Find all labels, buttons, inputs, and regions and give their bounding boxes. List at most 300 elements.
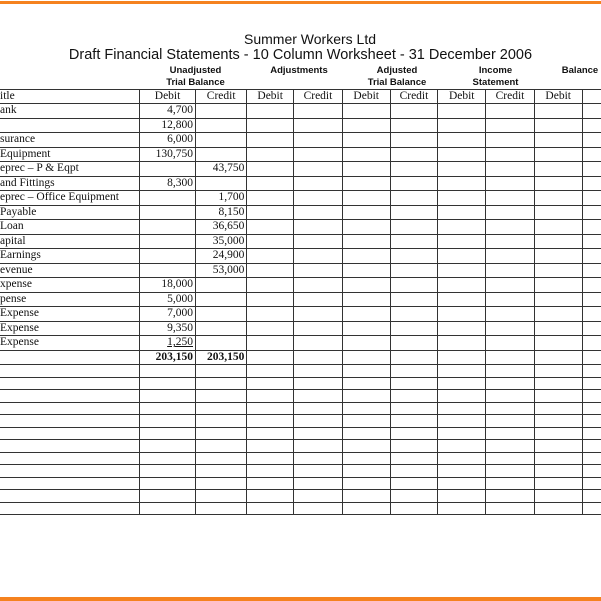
empty-cell xyxy=(582,205,601,220)
table-row xyxy=(0,118,601,133)
account-title-cell xyxy=(0,490,140,503)
credit-cell xyxy=(196,176,247,191)
account-title-cell xyxy=(0,415,140,428)
empty-cell xyxy=(342,104,390,119)
account-title-cell: xpense xyxy=(0,278,140,293)
empty-cell xyxy=(438,377,486,390)
credit-cell xyxy=(196,452,247,465)
account-title-cell xyxy=(0,390,140,403)
empty-cell xyxy=(534,415,582,428)
empty-cell xyxy=(390,390,438,403)
empty-cell xyxy=(294,415,343,428)
empty-cell xyxy=(582,377,601,390)
empty-cell xyxy=(438,191,486,206)
empty-cell xyxy=(342,321,390,336)
credit-cell xyxy=(196,147,247,162)
empty-cell xyxy=(247,118,294,133)
debit-cell: 18,000 xyxy=(140,278,196,293)
empty-cell xyxy=(342,490,390,503)
empty-cell xyxy=(342,234,390,249)
empty-cell xyxy=(486,307,535,322)
empty-cell xyxy=(390,440,438,453)
empty-cell xyxy=(486,205,535,220)
empty-cell xyxy=(438,205,486,220)
account-title-cell: eprec – Office Equipment xyxy=(0,191,140,206)
header-col: Debit xyxy=(247,90,294,104)
empty-cell xyxy=(438,427,486,440)
empty-cell xyxy=(438,336,486,351)
debit-cell: 7,000 xyxy=(140,307,196,322)
empty-cell xyxy=(486,465,535,478)
empty-cell xyxy=(342,307,390,322)
empty-cell xyxy=(534,321,582,336)
empty-cell xyxy=(247,147,294,162)
empty-cell xyxy=(438,390,486,403)
empty-cell xyxy=(582,176,601,191)
empty-cell xyxy=(247,490,294,503)
empty-cell xyxy=(486,263,535,278)
empty-cell xyxy=(294,176,343,191)
empty-cell xyxy=(390,377,438,390)
header-col: Credit xyxy=(486,90,535,104)
empty-cell xyxy=(486,350,535,365)
empty-cell xyxy=(438,350,486,365)
empty-cell xyxy=(390,336,438,351)
empty-row xyxy=(0,365,601,378)
empty-cell xyxy=(486,176,535,191)
credit-cell xyxy=(196,465,247,478)
header-col xyxy=(582,90,601,104)
empty-cell xyxy=(294,220,343,235)
credit-cell xyxy=(196,292,247,307)
empty-cell xyxy=(438,133,486,148)
empty-cell xyxy=(582,502,601,515)
group-income-statement xyxy=(446,65,545,89)
empty-cell xyxy=(390,220,438,235)
empty-cell xyxy=(390,205,438,220)
empty-cell xyxy=(342,477,390,490)
empty-cell xyxy=(247,465,294,478)
empty-cell xyxy=(438,321,486,336)
empty-cell xyxy=(438,147,486,162)
empty-cell xyxy=(390,402,438,415)
empty-cell xyxy=(582,465,601,478)
account-title-cell xyxy=(0,402,140,415)
empty-cell xyxy=(342,205,390,220)
empty-row xyxy=(0,427,601,440)
credit-cell xyxy=(196,427,247,440)
empty-cell xyxy=(582,350,601,365)
worksheet-table xyxy=(0,89,601,515)
account-title-cell: apital xyxy=(0,234,140,249)
company-name: Summer Workers Ltd xyxy=(244,31,376,47)
group-label: Trial Balance xyxy=(166,77,225,88)
empty-cell xyxy=(438,477,486,490)
empty-cell xyxy=(486,118,535,133)
empty-cell xyxy=(294,440,343,453)
header-col: Credit xyxy=(390,90,438,104)
empty-cell xyxy=(247,263,294,278)
empty-cell xyxy=(390,415,438,428)
empty-cell xyxy=(390,162,438,177)
debit-cell xyxy=(140,390,196,403)
credit-cell xyxy=(196,390,247,403)
empty-cell xyxy=(294,133,343,148)
empty-cell xyxy=(534,205,582,220)
empty-cell xyxy=(342,402,390,415)
table-row xyxy=(0,205,601,220)
account-title-cell: ank xyxy=(0,104,140,119)
empty-cell xyxy=(534,292,582,307)
empty-cell xyxy=(486,191,535,206)
empty-cell xyxy=(247,162,294,177)
empty-cell xyxy=(390,307,438,322)
empty-row xyxy=(0,390,601,403)
empty-cell xyxy=(486,427,535,440)
worksheet-title: Draft Financial Statements - 10 Column Worksheet - 31 December 2006 xyxy=(68,47,533,63)
empty-cell xyxy=(486,490,535,503)
debit-cell: 6,000 xyxy=(140,133,196,148)
credit-cell: 53,000 xyxy=(196,263,247,278)
empty-cell xyxy=(247,220,294,235)
empty-cell xyxy=(294,162,343,177)
header-row xyxy=(0,90,601,104)
debit-cell xyxy=(140,191,196,206)
empty-cell xyxy=(534,307,582,322)
empty-cell xyxy=(438,490,486,503)
debit-cell: 4,700 xyxy=(140,104,196,119)
empty-cell xyxy=(294,278,343,293)
empty-row xyxy=(0,477,601,490)
empty-cell xyxy=(582,104,601,119)
empty-cell xyxy=(390,365,438,378)
empty-cell xyxy=(390,191,438,206)
empty-cell xyxy=(342,292,390,307)
empty-cell xyxy=(486,292,535,307)
credit-cell: 8,150 xyxy=(196,205,247,220)
empty-cell xyxy=(438,415,486,428)
empty-cell xyxy=(294,292,343,307)
empty-cell xyxy=(582,440,601,453)
empty-cell xyxy=(390,477,438,490)
empty-cell xyxy=(390,263,438,278)
empty-cell xyxy=(247,365,294,378)
credit-cell xyxy=(196,377,247,390)
empty-cell xyxy=(582,336,601,351)
table-row xyxy=(0,104,601,119)
header-col: Credit xyxy=(196,90,247,104)
empty-cell xyxy=(534,490,582,503)
credit-cell: 1,700 xyxy=(196,191,247,206)
debit-cell: 8,300 xyxy=(140,176,196,191)
empty-cell xyxy=(486,234,535,249)
credit-cell xyxy=(196,415,247,428)
empty-cell xyxy=(486,104,535,119)
account-title-cell xyxy=(0,350,140,365)
empty-cell xyxy=(534,191,582,206)
empty-cell xyxy=(534,390,582,403)
table-row xyxy=(0,307,601,322)
empty-cell xyxy=(438,402,486,415)
empty-cell xyxy=(582,147,601,162)
account-title-cell xyxy=(0,377,140,390)
empty-cell xyxy=(390,452,438,465)
empty-cell xyxy=(390,176,438,191)
empty-cell xyxy=(582,191,601,206)
empty-cell xyxy=(534,278,582,293)
group-adjusted-tb xyxy=(348,65,446,89)
empty-cell xyxy=(390,133,438,148)
header-col: Debit xyxy=(534,90,582,104)
empty-cell xyxy=(582,390,601,403)
empty-cell xyxy=(534,263,582,278)
empty-cell xyxy=(534,365,582,378)
empty-cell xyxy=(582,234,601,249)
account-title-cell: Payable xyxy=(0,205,140,220)
empty-cell xyxy=(390,292,438,307)
empty-cell xyxy=(390,249,438,264)
empty-cell xyxy=(534,234,582,249)
credit-cell: 36,650 xyxy=(196,220,247,235)
empty-cell xyxy=(534,249,582,264)
empty-cell xyxy=(294,263,343,278)
header-col: Credit xyxy=(294,90,343,104)
empty-cell xyxy=(390,234,438,249)
account-title-cell: Earnings xyxy=(0,249,140,264)
debit-cell xyxy=(140,502,196,515)
empty-cell xyxy=(486,133,535,148)
account-title-cell: eprec – P & Eqpt xyxy=(0,162,140,177)
empty-cell xyxy=(294,191,343,206)
header-col: Debit xyxy=(140,90,196,104)
empty-row xyxy=(0,415,601,428)
debit-cell: 9,350 xyxy=(140,321,196,336)
empty-cell xyxy=(247,292,294,307)
empty-cell xyxy=(438,365,486,378)
credit-cell xyxy=(196,336,247,351)
debit-cell xyxy=(140,465,196,478)
debit-cell xyxy=(140,234,196,249)
debit-cell xyxy=(140,263,196,278)
credit-cell xyxy=(196,477,247,490)
empty-cell xyxy=(438,220,486,235)
empty-cell xyxy=(294,205,343,220)
empty-cell xyxy=(390,321,438,336)
empty-cell xyxy=(438,307,486,322)
empty-cell xyxy=(294,377,343,390)
credit-cell xyxy=(196,104,247,119)
credit-cell xyxy=(196,440,247,453)
table-row xyxy=(0,234,601,249)
empty-cell xyxy=(582,415,601,428)
empty-cell xyxy=(534,502,582,515)
empty-cell xyxy=(294,147,343,162)
empty-cell xyxy=(390,427,438,440)
empty-row xyxy=(0,465,601,478)
credit-cell xyxy=(196,307,247,322)
group-unadjusted-tb xyxy=(141,65,250,89)
group-label: Balance xyxy=(561,65,599,76)
empty-cell xyxy=(247,176,294,191)
debit-cell: 203,150 xyxy=(140,350,196,365)
empty-row xyxy=(0,377,601,390)
empty-cell xyxy=(534,104,582,119)
empty-cell xyxy=(534,133,582,148)
empty-cell xyxy=(534,220,582,235)
empty-cell xyxy=(486,321,535,336)
empty-cell xyxy=(342,263,390,278)
empty-cell xyxy=(247,440,294,453)
empty-cell xyxy=(342,220,390,235)
empty-cell xyxy=(486,415,535,428)
debit-cell xyxy=(140,365,196,378)
debit-cell: 1,250 xyxy=(140,336,196,351)
table-row xyxy=(0,278,601,293)
empty-cell xyxy=(247,477,294,490)
empty-cell xyxy=(390,278,438,293)
empty-cell xyxy=(342,377,390,390)
empty-cell xyxy=(486,377,535,390)
empty-cell xyxy=(534,465,582,478)
header-col: Debit xyxy=(342,90,390,104)
empty-cell xyxy=(247,402,294,415)
empty-cell xyxy=(247,350,294,365)
group-adjustments xyxy=(250,65,348,77)
empty-cell xyxy=(486,390,535,403)
empty-cell xyxy=(438,176,486,191)
empty-cell xyxy=(294,249,343,264)
empty-cell xyxy=(247,427,294,440)
empty-cell xyxy=(582,278,601,293)
empty-cell xyxy=(486,402,535,415)
empty-cell xyxy=(247,390,294,403)
empty-cell xyxy=(486,220,535,235)
empty-cell xyxy=(247,336,294,351)
empty-cell xyxy=(342,278,390,293)
account-title-cell: Expense xyxy=(0,336,140,351)
empty-cell xyxy=(486,336,535,351)
totals-row xyxy=(0,350,601,365)
table-row xyxy=(0,162,601,177)
table-row xyxy=(0,147,601,162)
account-title-cell xyxy=(0,118,140,133)
empty-cell xyxy=(582,321,601,336)
empty-cell xyxy=(582,490,601,503)
empty-cell xyxy=(534,440,582,453)
account-title-cell: Expense xyxy=(0,307,140,322)
empty-cell xyxy=(390,465,438,478)
account-title-cell xyxy=(0,477,140,490)
empty-cell xyxy=(534,147,582,162)
empty-cell xyxy=(486,440,535,453)
empty-cell xyxy=(438,502,486,515)
group-label: Income xyxy=(478,65,513,76)
empty-cell xyxy=(582,307,601,322)
empty-cell xyxy=(390,502,438,515)
empty-cell xyxy=(247,234,294,249)
empty-cell xyxy=(294,465,343,478)
empty-cell xyxy=(582,427,601,440)
empty-cell xyxy=(294,477,343,490)
empty-cell xyxy=(294,350,343,365)
empty-cell xyxy=(582,249,601,264)
credit-cell xyxy=(196,502,247,515)
empty-cell xyxy=(582,220,601,235)
credit-cell: 35,000 xyxy=(196,234,247,249)
credit-cell: 24,900 xyxy=(196,249,247,264)
empty-cell xyxy=(342,147,390,162)
empty-cell xyxy=(438,118,486,133)
debit-cell xyxy=(140,477,196,490)
credit-cell xyxy=(196,321,247,336)
empty-cell xyxy=(247,415,294,428)
empty-row xyxy=(0,452,601,465)
credit-cell xyxy=(196,118,247,133)
empty-row xyxy=(0,502,601,515)
debit-cell xyxy=(140,205,196,220)
debit-cell: 12,800 xyxy=(140,118,196,133)
empty-cell xyxy=(294,502,343,515)
empty-cell xyxy=(534,118,582,133)
empty-cell xyxy=(294,452,343,465)
empty-cell xyxy=(438,234,486,249)
empty-cell xyxy=(342,350,390,365)
empty-cell xyxy=(486,278,535,293)
empty-cell xyxy=(247,278,294,293)
empty-cell xyxy=(438,292,486,307)
empty-cell xyxy=(342,191,390,206)
account-title-cell xyxy=(0,502,140,515)
empty-cell xyxy=(247,321,294,336)
empty-cell xyxy=(247,249,294,264)
empty-cell xyxy=(247,191,294,206)
debit-cell xyxy=(140,162,196,177)
credit-cell xyxy=(196,278,247,293)
account-title-cell xyxy=(0,440,140,453)
table-row xyxy=(0,220,601,235)
empty-cell xyxy=(534,336,582,351)
account-title-cell xyxy=(0,427,140,440)
empty-cell xyxy=(582,118,601,133)
account-title-cell xyxy=(0,452,140,465)
empty-cell xyxy=(342,452,390,465)
empty-cell xyxy=(486,452,535,465)
empty-cell xyxy=(582,365,601,378)
credit-cell xyxy=(196,365,247,378)
account-title-cell: Equipment xyxy=(0,147,140,162)
empty-cell xyxy=(486,162,535,177)
empty-cell xyxy=(294,104,343,119)
empty-cell xyxy=(294,390,343,403)
empty-cell xyxy=(486,502,535,515)
empty-cell xyxy=(342,502,390,515)
empty-cell xyxy=(438,278,486,293)
empty-cell xyxy=(247,133,294,148)
header-account-title: itle xyxy=(0,90,140,104)
empty-cell xyxy=(390,104,438,119)
empty-cell xyxy=(582,292,601,307)
table-row xyxy=(0,133,601,148)
debit-cell: 130,750 xyxy=(140,147,196,162)
empty-row xyxy=(0,402,601,415)
table-row xyxy=(0,191,601,206)
group-label: Trial Balance xyxy=(367,77,427,88)
empty-cell xyxy=(534,452,582,465)
empty-cell xyxy=(342,465,390,478)
empty-cell xyxy=(534,176,582,191)
debit-cell xyxy=(140,440,196,453)
empty-cell xyxy=(294,427,343,440)
